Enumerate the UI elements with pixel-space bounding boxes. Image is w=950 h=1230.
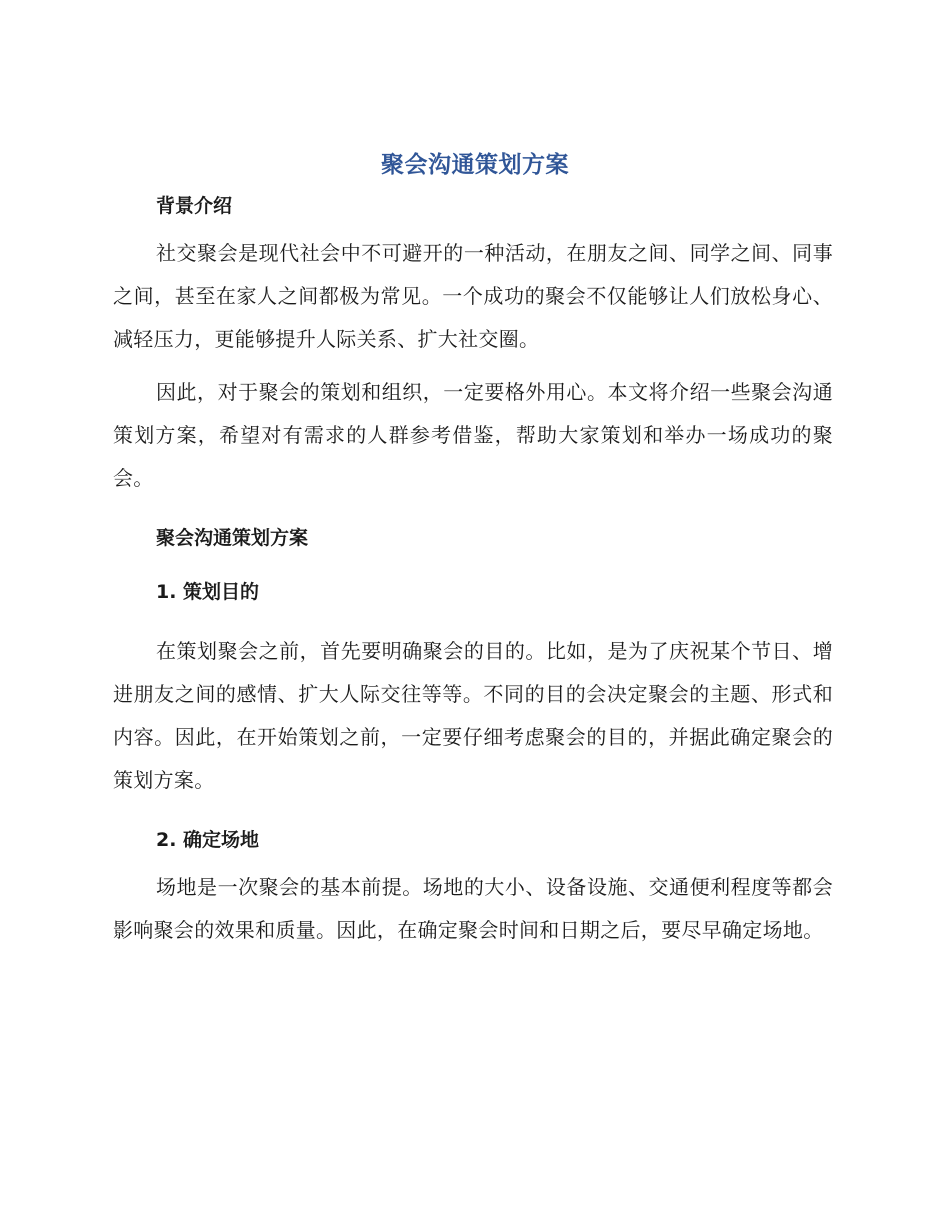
section-heading-background: 背景介绍 xyxy=(156,195,233,217)
section-heading-plan: 聚会沟通策划方案 xyxy=(156,527,309,549)
document-title: 聚会沟通策划方案 xyxy=(381,152,569,178)
section-heading-purpose: 1. 策划目的 xyxy=(156,581,260,603)
paragraph-purpose: 在策划聚会之前，首先要明确聚会的目的。比如，是为了庆祝某个节日、增进朋友之间的感情、扩大人际交往等等。不同的目的会决定聚会的主题、形式和内容。因此，在开始策划之前，一定要仔细考虑聚会的目的，并据此确定聚会的策划方案。 xyxy=(113,639,833,792)
section-heading-venue: 2. 确定场地 xyxy=(156,829,260,851)
paragraph-background-2: 因此，对于聚会的策划和组织，一定要格外用心。本文将介绍一些聚会沟通策划方案，希望对有需求的人群参考借鉴，帮助大家策划和举办一场成功的聚会。 xyxy=(113,380,833,490)
paragraph-venue: 场地是一次聚会的基本前提。场地的大小、设备设施、交通便利程度等都会影响聚会的效果和质量。因此，在确定聚会时间和日期之后，要尽早确定场地。 xyxy=(113,875,833,942)
paragraph-background-1: 社交聚会是现代社会中不可避开的一种活动，在朋友之间、同学之间、同事之间，甚至在家人之间都极为常见。一个成功的聚会不仅能够让人们放松身心、减轻压力，更能够提升人际关系、扩大社交圈。 xyxy=(113,241,833,351)
document-body xyxy=(113,190,833,952)
